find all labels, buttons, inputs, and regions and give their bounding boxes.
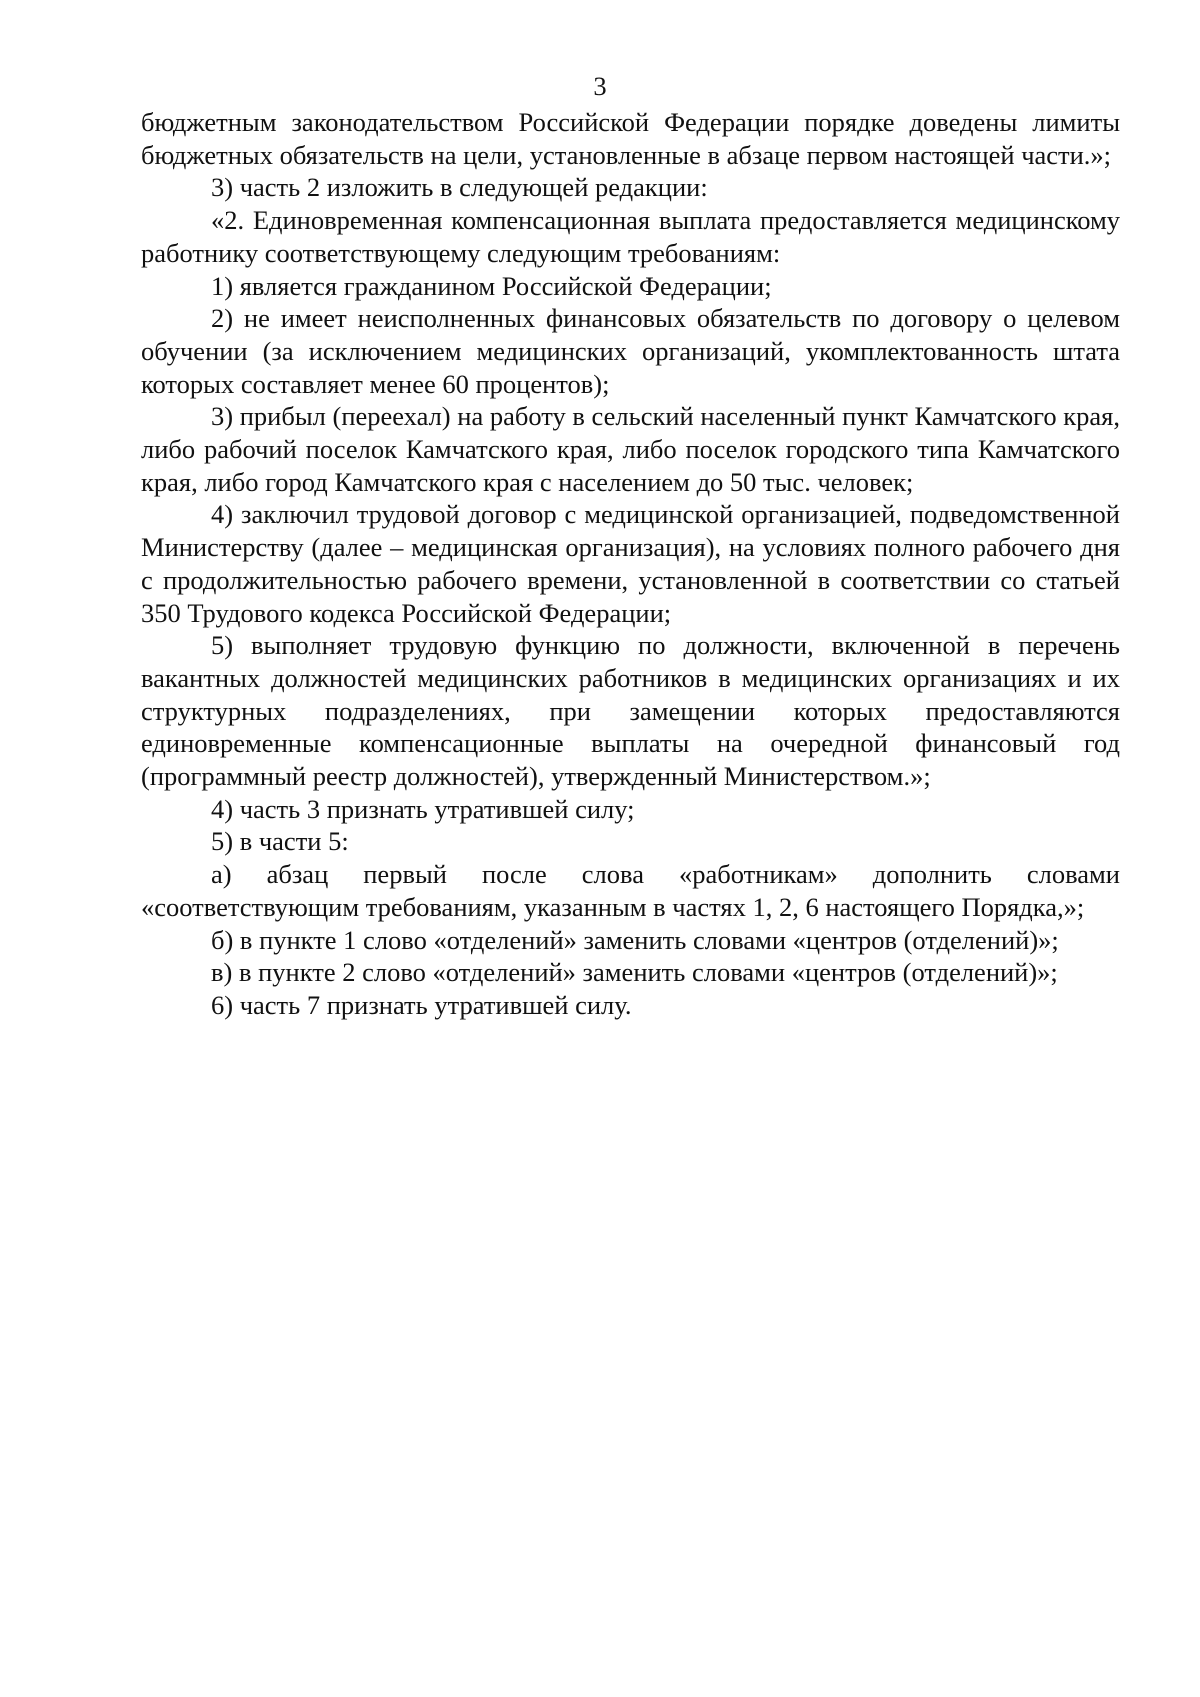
paragraph-subitem-v: в) в пункте 2 слово «отделений» заменить словами «центров (отделений)»;: [211, 957, 1058, 988]
paragraph-requirement-4: 4) заключил трудовой договор с медицинской организацией, подведомственной Министерству (далее – медицинская организация), на условиях полного рабочего дня с продолжительностью рабочего времени, установленной в соответствии со статьей 350 Трудового кодекса Российской Федерации;: [141, 499, 1120, 628]
paragraph-part-2-intro: «2. Единовременная компенсационная выплата предоставляется медицинскому работнику соответствующему следующим требованиям:: [141, 205, 1120, 268]
paragraph-subitem-a: а) абзац первый после слова «работникам» дополнить словами «соответствующим требованиям, указанным в частях 1, 2, 6 настоящего Порядка,»;: [141, 859, 1120, 922]
paragraph-item-4-part-3: 4) часть 3 признать утратившей силу;: [211, 793, 635, 824]
document-body: [141, 106, 1120, 1022]
paragraph-item-5-part-5: 5) в части 5:: [211, 826, 349, 857]
paragraph-requirement-1: 1) является гражданином Российской Федерации;: [211, 270, 772, 301]
paragraph-requirement-2: 2) не имеет неисполненных финансовых обязательств по договору о целевом обучении (за исключением медицинских организаций, укомплектованность штата которых составляет менее 60 процентов);: [141, 303, 1120, 399]
paragraph-continuation: бюджетным законодательством Российской Федерации порядке доведены лимиты бюджетных обязательств на цели, установленные в абзаце первом настоящей части.»;: [141, 107, 1120, 170]
paragraph-item-3-part-2: 3) часть 2 изложить в следующей редакции:: [211, 172, 708, 203]
paragraph-subitem-b: б) в пункте 1 слово «отделений» заменить словами «центров (отделений)»;: [211, 924, 1059, 955]
page-number: 3: [593, 71, 607, 101]
paragraph-requirement-3: 3) прибыл (переехал) на работу в сельский населенный пункт Камчатского края, либо рабочий поселок Камчатского края, либо поселок городского типа Камчатского края, либо город Камчатского края с населением до 50 тыс. человек;: [141, 401, 1120, 497]
paragraph-item-6-part-7: 6) часть 7 признать утратившей силу.: [211, 989, 632, 1020]
paragraph-requirement-5: 5) выполняет трудовую функцию по должности, включенной в перечень вакантных должностей медицинских работников в медицинских организациях и их структурных подразделениях, при замещении которых предоставляются единовременные компенсационные выплаты на очередной финансовый год (программный реестр должностей), утвержденный Министерством.»;: [141, 630, 1120, 792]
